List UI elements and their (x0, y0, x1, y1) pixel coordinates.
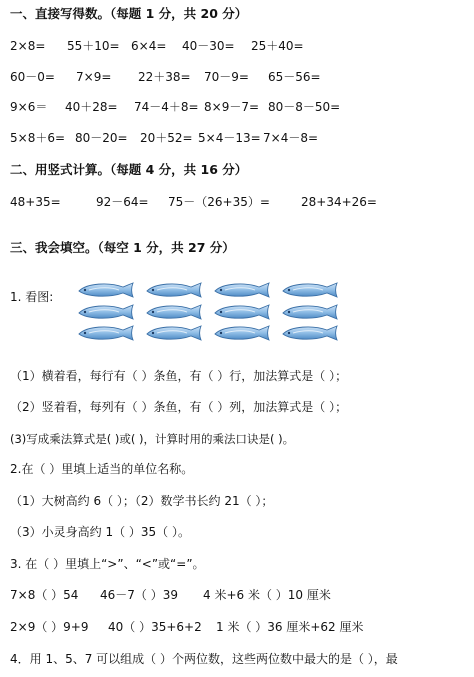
problem: 48+35= (10, 195, 61, 209)
problem: 80－8－50= (268, 100, 341, 114)
question-3: 3. 在（ ）里填上“>”、“<”或“=”。 (10, 557, 205, 571)
problem: 22＋38= (138, 70, 191, 84)
problem: 25＋40= (251, 39, 304, 53)
problem: 9×6＝ (10, 100, 48, 114)
problem: 75－（26+35）= (168, 195, 270, 209)
compare-item: 4 米+6 米（ ）10 厘米 (203, 588, 331, 602)
question-1-3: (3)写成乘法算式是( )或( )，计算时用的乘法口诀是( )。 (10, 432, 295, 446)
fish-icon (75, 303, 137, 321)
fish-icon (211, 324, 273, 342)
problem: 70－9= (204, 70, 249, 84)
problem: 6×4= (131, 39, 167, 53)
problem: 28+34+26= (301, 195, 377, 209)
fish-icon (279, 281, 341, 299)
compare-item: 40（ ）35+6+2 (108, 620, 202, 634)
section-2-heading: 二、用竖式计算。（每题 4 分，共 16 分） (10, 162, 248, 177)
problem: 74－4＋8= (134, 100, 199, 114)
problem: 55＋10= (67, 39, 120, 53)
problem: 60－0= (10, 70, 55, 84)
problem: 5×8＋6= (10, 131, 66, 145)
problem: 40－30= (182, 39, 235, 53)
fish-icon (75, 324, 137, 342)
question-2: 2.在（ ）里填上适当的单位名称。 (10, 462, 194, 476)
problem: 92－64= (96, 195, 149, 209)
fish-icon (143, 303, 205, 321)
compare-item: 2×9（ ）9+9 (10, 620, 89, 634)
problem: 65－56= (268, 70, 321, 84)
problem: 7×4－8= (263, 131, 319, 145)
problem: 5×4－13= (198, 131, 261, 145)
fish-picture (75, 281, 345, 343)
question-4: 4．用 1、5、7 可以组成（ ）个两位数，这些两位数中最大的是（ ），最 (10, 652, 398, 666)
fish-icon (75, 281, 137, 299)
fish-icon (279, 303, 341, 321)
section-1-heading: 一、直接写得数。（每题 1 分，共 20 分） (10, 6, 248, 21)
fish-icon (211, 303, 273, 321)
question-1-1: （1）横着看，每行有（ ）条鱼，有（ ）行，加法算式是（ ）； (10, 369, 348, 383)
question-2-1: （1）大树高约 6（ ）；（2）数学书长约 21（ ）； (10, 494, 274, 508)
problem: 20＋52= (140, 131, 193, 145)
problem: 2×8= (10, 39, 46, 53)
compare-item: 7×8（ ）54 (10, 588, 79, 602)
question-2-3: （3）小灵身高约 1（ ）35（ ）。 (10, 525, 190, 539)
problem: 7×9= (76, 70, 112, 84)
question-1-2: （2）竖着看，每列有（ ）条鱼，有（ ）列，加法算式是（ ）； (10, 400, 348, 414)
fish-icon (143, 324, 205, 342)
fish-icon (211, 281, 273, 299)
problem: 40＋28= (65, 100, 118, 114)
problem: 8×9－7= (204, 100, 260, 114)
fish-icon (143, 281, 205, 299)
section-3-heading: 三、我会填空。（每空 1 分，共 27 分） (10, 240, 235, 255)
fish-icon (279, 324, 341, 342)
compare-item: 1 米（ ）36 厘米+62 厘米 (216, 620, 364, 634)
question-1-label: 1. 看图: (10, 290, 54, 304)
problem: 80－20= (75, 131, 128, 145)
compare-item: 46－7（ ）39 (100, 588, 178, 602)
